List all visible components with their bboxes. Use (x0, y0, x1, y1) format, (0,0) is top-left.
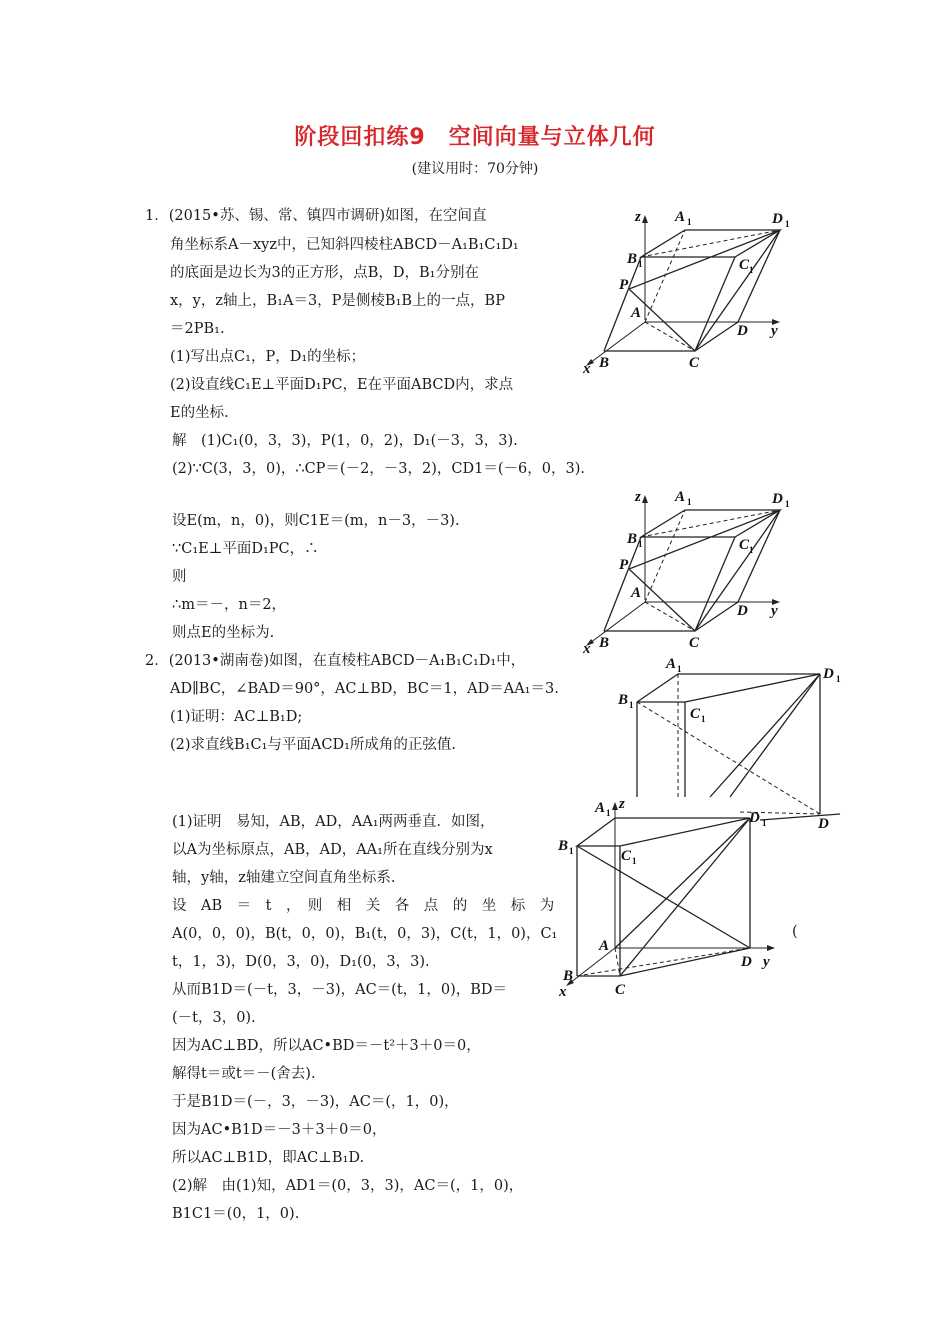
vertex-label: B (618, 692, 629, 708)
problem-2-solution-line: (2)解 由(1)知，AD1＝(0，3，3)，AC＝(，1，0)， (172, 1178, 524, 1194)
axis-label: y (763, 954, 770, 970)
problem-1-line: (1)写出点C₁，P，D₁的坐标； (170, 349, 366, 365)
page-title: 阶段回扣练9 空间向量与立体几何 (294, 125, 656, 150)
vertex-label: C (621, 848, 632, 864)
vertex-label: C (739, 537, 750, 553)
vertex-label: D (737, 323, 748, 339)
vertex-label: A (631, 585, 642, 601)
svg-text:1: 1 (638, 539, 643, 549)
problem-2-solution-line: 从而B1D＝(－t，3，－3)，AC＝(t，1，0)，BD＝ (172, 982, 508, 998)
vertex-label: B (599, 635, 610, 651)
svg-text:1: 1 (701, 714, 706, 724)
svg-text:1: 1 (762, 818, 767, 828)
problem-2-solution-line: 以A为坐标原点，AB，AD，AA₁所在直线分别为x (172, 842, 493, 858)
problem-1-line: ＝2PB₁. (170, 321, 225, 337)
problem-2-line: AD∥BC，∠BAD＝90°，AC⊥BD，BC＝1，AD＝AA₁＝3. (170, 681, 559, 697)
svg-text:1: 1 (749, 545, 754, 555)
axis-label: x (559, 984, 567, 998)
axis-label: x (583, 361, 591, 375)
vertex-label: A (631, 305, 642, 321)
svg-text:1: 1 (677, 664, 682, 674)
problem-1-solution-line: ∴m＝－，n＝2， (172, 597, 287, 613)
problem-2-solution-line: 设 AB ＝ t ， 则 相 关 各 点 的 坐 标 为 (172, 898, 555, 914)
svg-text:1: 1 (569, 846, 574, 856)
problem-1-line: 的底面是边长为3的正方形，点B，D，B₁分别在 (170, 265, 479, 281)
axis-label: z (635, 489, 641, 505)
vertex-label: A (675, 209, 686, 225)
problem-2-solution-line: 解得t＝或t＝－(舍去). (172, 1066, 316, 1082)
vertex-label: D (772, 491, 783, 507)
svg-text:1: 1 (632, 856, 637, 866)
problem-1-solution-line: 设E(m，n，0)，则C1E＝(m，n－3，－3). (172, 513, 460, 529)
problem-1-solution-line: (2)∵C(3，3，0)，∴CP＝(－2，－3，2)，CD1＝(－6，0，3). (172, 461, 585, 477)
vertex-label: B (563, 968, 574, 984)
problem-2-line: (1)证明：AC⊥B₁D; (170, 709, 303, 725)
svg-text:1: 1 (749, 265, 754, 275)
problem-2-solution-line: 因为AC•B1D＝－3＋3＋0＝0， (172, 1122, 387, 1138)
svg-text:1: 1 (785, 499, 790, 509)
vertex-label: D (741, 954, 752, 970)
oblique-prism-figure-1 (575, 205, 790, 375)
vertex-label: C (689, 355, 700, 371)
vertex-label: C (690, 706, 701, 722)
vertex-label: B (627, 531, 638, 547)
problem-2-solution-line: t，1，3)，D(0，3，0)，D₁(0，3，3). (172, 954, 430, 970)
svg-text:1: 1 (687, 217, 692, 227)
time-hint: (建议用时：70分钟) (411, 161, 539, 177)
svg-text:1: 1 (629, 700, 634, 710)
problem-1-line: 1．(2015•苏、锡、常、镇四市调研)如图，在空间直 (145, 208, 487, 224)
problem-2-solution-line: 于是B1D＝(－，3，－3)，AC＝(，1，0)， (172, 1094, 459, 1110)
vertex-label: D (749, 810, 760, 826)
axis-label: y (771, 603, 778, 619)
problem-2-solution-line: 因为AC⊥BD，所以AC•BD＝－t²＋3＋0＝0， (172, 1038, 481, 1054)
right-prism-coordinate-figure (555, 798, 790, 998)
svg-text:1: 1 (836, 674, 841, 684)
problem-2-solution-line: B1C1＝(0，1，0). (172, 1206, 300, 1222)
problem-2-solution-line: 轴，y轴，z轴建立空间直角坐标系. (172, 870, 396, 886)
axis-label: z (619, 798, 625, 812)
problem-2-solution-line: (1)证明 易知，AB，AD，AA₁两两垂直．如图， (172, 814, 495, 830)
svg-text:1: 1 (606, 808, 611, 818)
vertex-label: C (739, 257, 750, 273)
svg-text:1: 1 (687, 497, 692, 507)
problem-1-solution-line: 则 (172, 569, 187, 585)
axis-label: y (771, 323, 778, 339)
vertex-label: D (737, 603, 748, 619)
problem-2-solution-line: (－t，3，0). (172, 1010, 256, 1026)
svg-text:1: 1 (785, 219, 790, 229)
vertex-label: D (772, 211, 783, 227)
vertex-label: P (619, 277, 629, 293)
vertex-label: A (599, 938, 610, 954)
vertex-label: A (595, 800, 606, 816)
problem-2-solution-line: A(0，0，0)，B(t，0，0)，B₁(t，0，3)，C(t，1，0)，C₁ (172, 926, 558, 942)
problem-1-line: E的坐标. (170, 405, 229, 421)
vertex-label: C (615, 982, 626, 998)
axis-label: x (583, 641, 591, 655)
svg-text:1: 1 (638, 259, 643, 269)
vertex-label: C (689, 635, 700, 651)
vertex-label: P (619, 557, 629, 573)
problem-2-solution-line: 所以AC⊥B1D，即AC⊥B₁D. (172, 1150, 365, 1166)
oblique-prism-figure-2 (575, 485, 790, 655)
vertex-label: A (666, 656, 677, 672)
problem-1-line: 角坐标系A－xyz中，已知斜四棱柱ABCD－A₁B₁C₁D₁ (170, 237, 519, 253)
problem-2-line: (2)求直线B₁C₁与平面ACD₁所成角的正弦值. (170, 737, 457, 753)
problem-1-line: (2)设直线C₁E⊥平面D₁PC，E在平面ABCD内，求点 (170, 377, 514, 393)
problem-1-solution-line: 则点E的坐标为. (172, 625, 275, 641)
axis-label: z (635, 209, 641, 225)
vertex-label: D (823, 666, 834, 682)
vertex-label: A (675, 489, 686, 505)
vertex-label: B (627, 251, 638, 267)
vertex-label: D (818, 816, 829, 832)
problem-1-solution-line: ∵C₁E⊥平面D₁PC，∴ (172, 541, 319, 557)
vertex-label: B (599, 355, 610, 371)
problem-2-line: 2．(2013•湖南卷)如图，在直棱柱ABCD－A₁B₁C₁D₁中， (145, 653, 526, 669)
problem-1-solution-line: 解 (1)C₁(0，3，3)，P(1，0，2)，D₁(－3，3，3). (172, 433, 518, 449)
vertex-label: B (558, 838, 569, 854)
problem-1-line: x，y，z轴上，B₁A＝3，P是侧棱B₁B上的一点，BP (170, 293, 505, 309)
stray-parenthesis: ( (792, 924, 798, 940)
